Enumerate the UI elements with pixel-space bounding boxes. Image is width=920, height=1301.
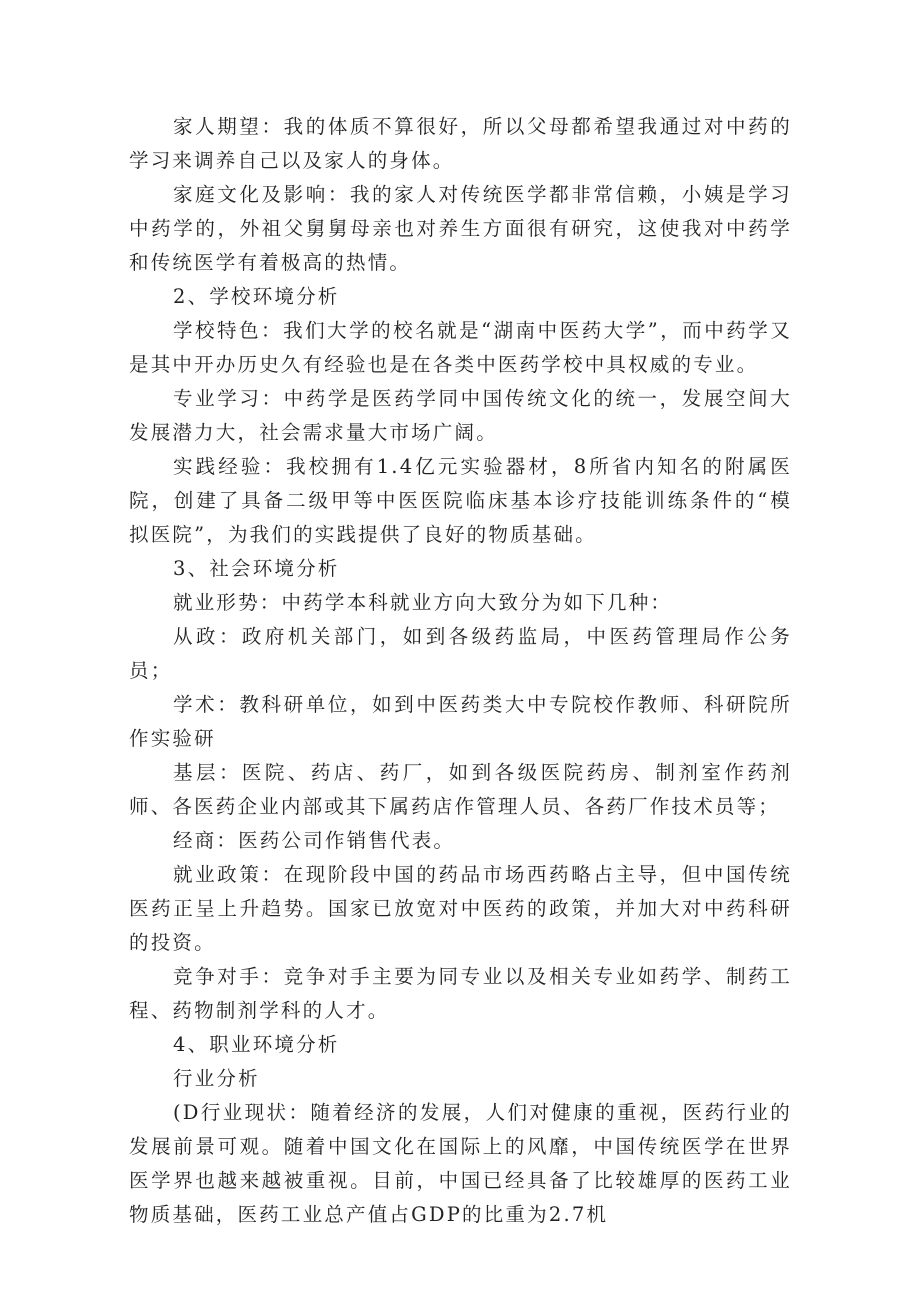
paragraph-grassroots: 基层：医院、药店、药厂，如到各级医院药房、制剂室作药剂师、各医药企业内部或其下属药店作管理人员、各药厂作技术员等； <box>129 761 792 818</box>
paragraph-school-features: 学校特色：我们大学的校名就是“湖南中医药大学”，而中药学又是其中开办历史久有经验也是在各类中医药学校中具权威的专业。 <box>129 319 792 376</box>
paragraph-industry-status: (D行业现状：随着经济的发展，人们对健康的重视，医药行业的发展前景可观。随着中国文化在国际上的风靡，中国传统医学在世界医学界也越来越被重视。目前，中国已经具备了比较雄厚的医药工业物质基础，医药工业总产值占GDP的比重为2.7机 <box>129 1101 792 1226</box>
paragraph-family-expectation: 家人期望：我的体质不算很好，所以父母都希望我通过对中药的学习来调养自己以及家人的身体。 <box>129 115 792 172</box>
paragraph-family-culture: 家庭文化及影响：我的家人对传统医学都非常信赖，小姨是学习中药学的，外祖父舅舅母亲也对养生方面很有研究，这使我对中药学和传统医学有着极高的热情。 <box>129 183 792 274</box>
paragraph-competitors: 竞争对手：竞争对手主要为同专业以及相关专业如药学、制药工程、药物制剂学科的人才。 <box>129 965 792 1022</box>
paragraph-academic: 学术：教科研单位，如到中医药类大中专院校作教师、科研院所作实验研 <box>129 693 792 750</box>
paragraph-practice-experience: 实践经验：我校拥有1.4亿元实验器材，8所省内知名的附属医院，创建了具备二级甲等中医医院临床基本诊疗技能训练条件的“模拟医院”，为我们的实践提供了良好的物质基础。 <box>129 455 792 546</box>
section-heading-social-environment: 3、社会环境分析 <box>173 557 340 580</box>
paragraph-employment-policy: 就业政策：在现阶段中国的药品市场西药略占主导，但中国传统医药正呈上升趋势。国家已放宽对中医药的政策，并加大对中药科研的投资。 <box>129 863 792 954</box>
subheading-industry-analysis: 行业分析 <box>173 1067 260 1090</box>
paragraph-government: 从政：政府机关部门，如到各级药监局，中医药管理局作公务员； <box>129 625 792 682</box>
section-heading-career-environment: 4、职业环境分析 <box>173 1033 340 1056</box>
paragraph-major-study: 专业学习：中药学是医药学同中国传统文化的统一，发展空间大发展潜力大，社会需求量大市场广阔。 <box>129 387 792 444</box>
paragraph-business: 经商：医药公司作销售代表。 <box>173 829 456 852</box>
paragraph-employment-situation: 就业形势：中药学本科就业方向大致分为如下几种： <box>173 591 673 614</box>
document-page <box>129 110 792 1232</box>
section-heading-school-environment: 2、学校环境分析 <box>173 285 340 308</box>
